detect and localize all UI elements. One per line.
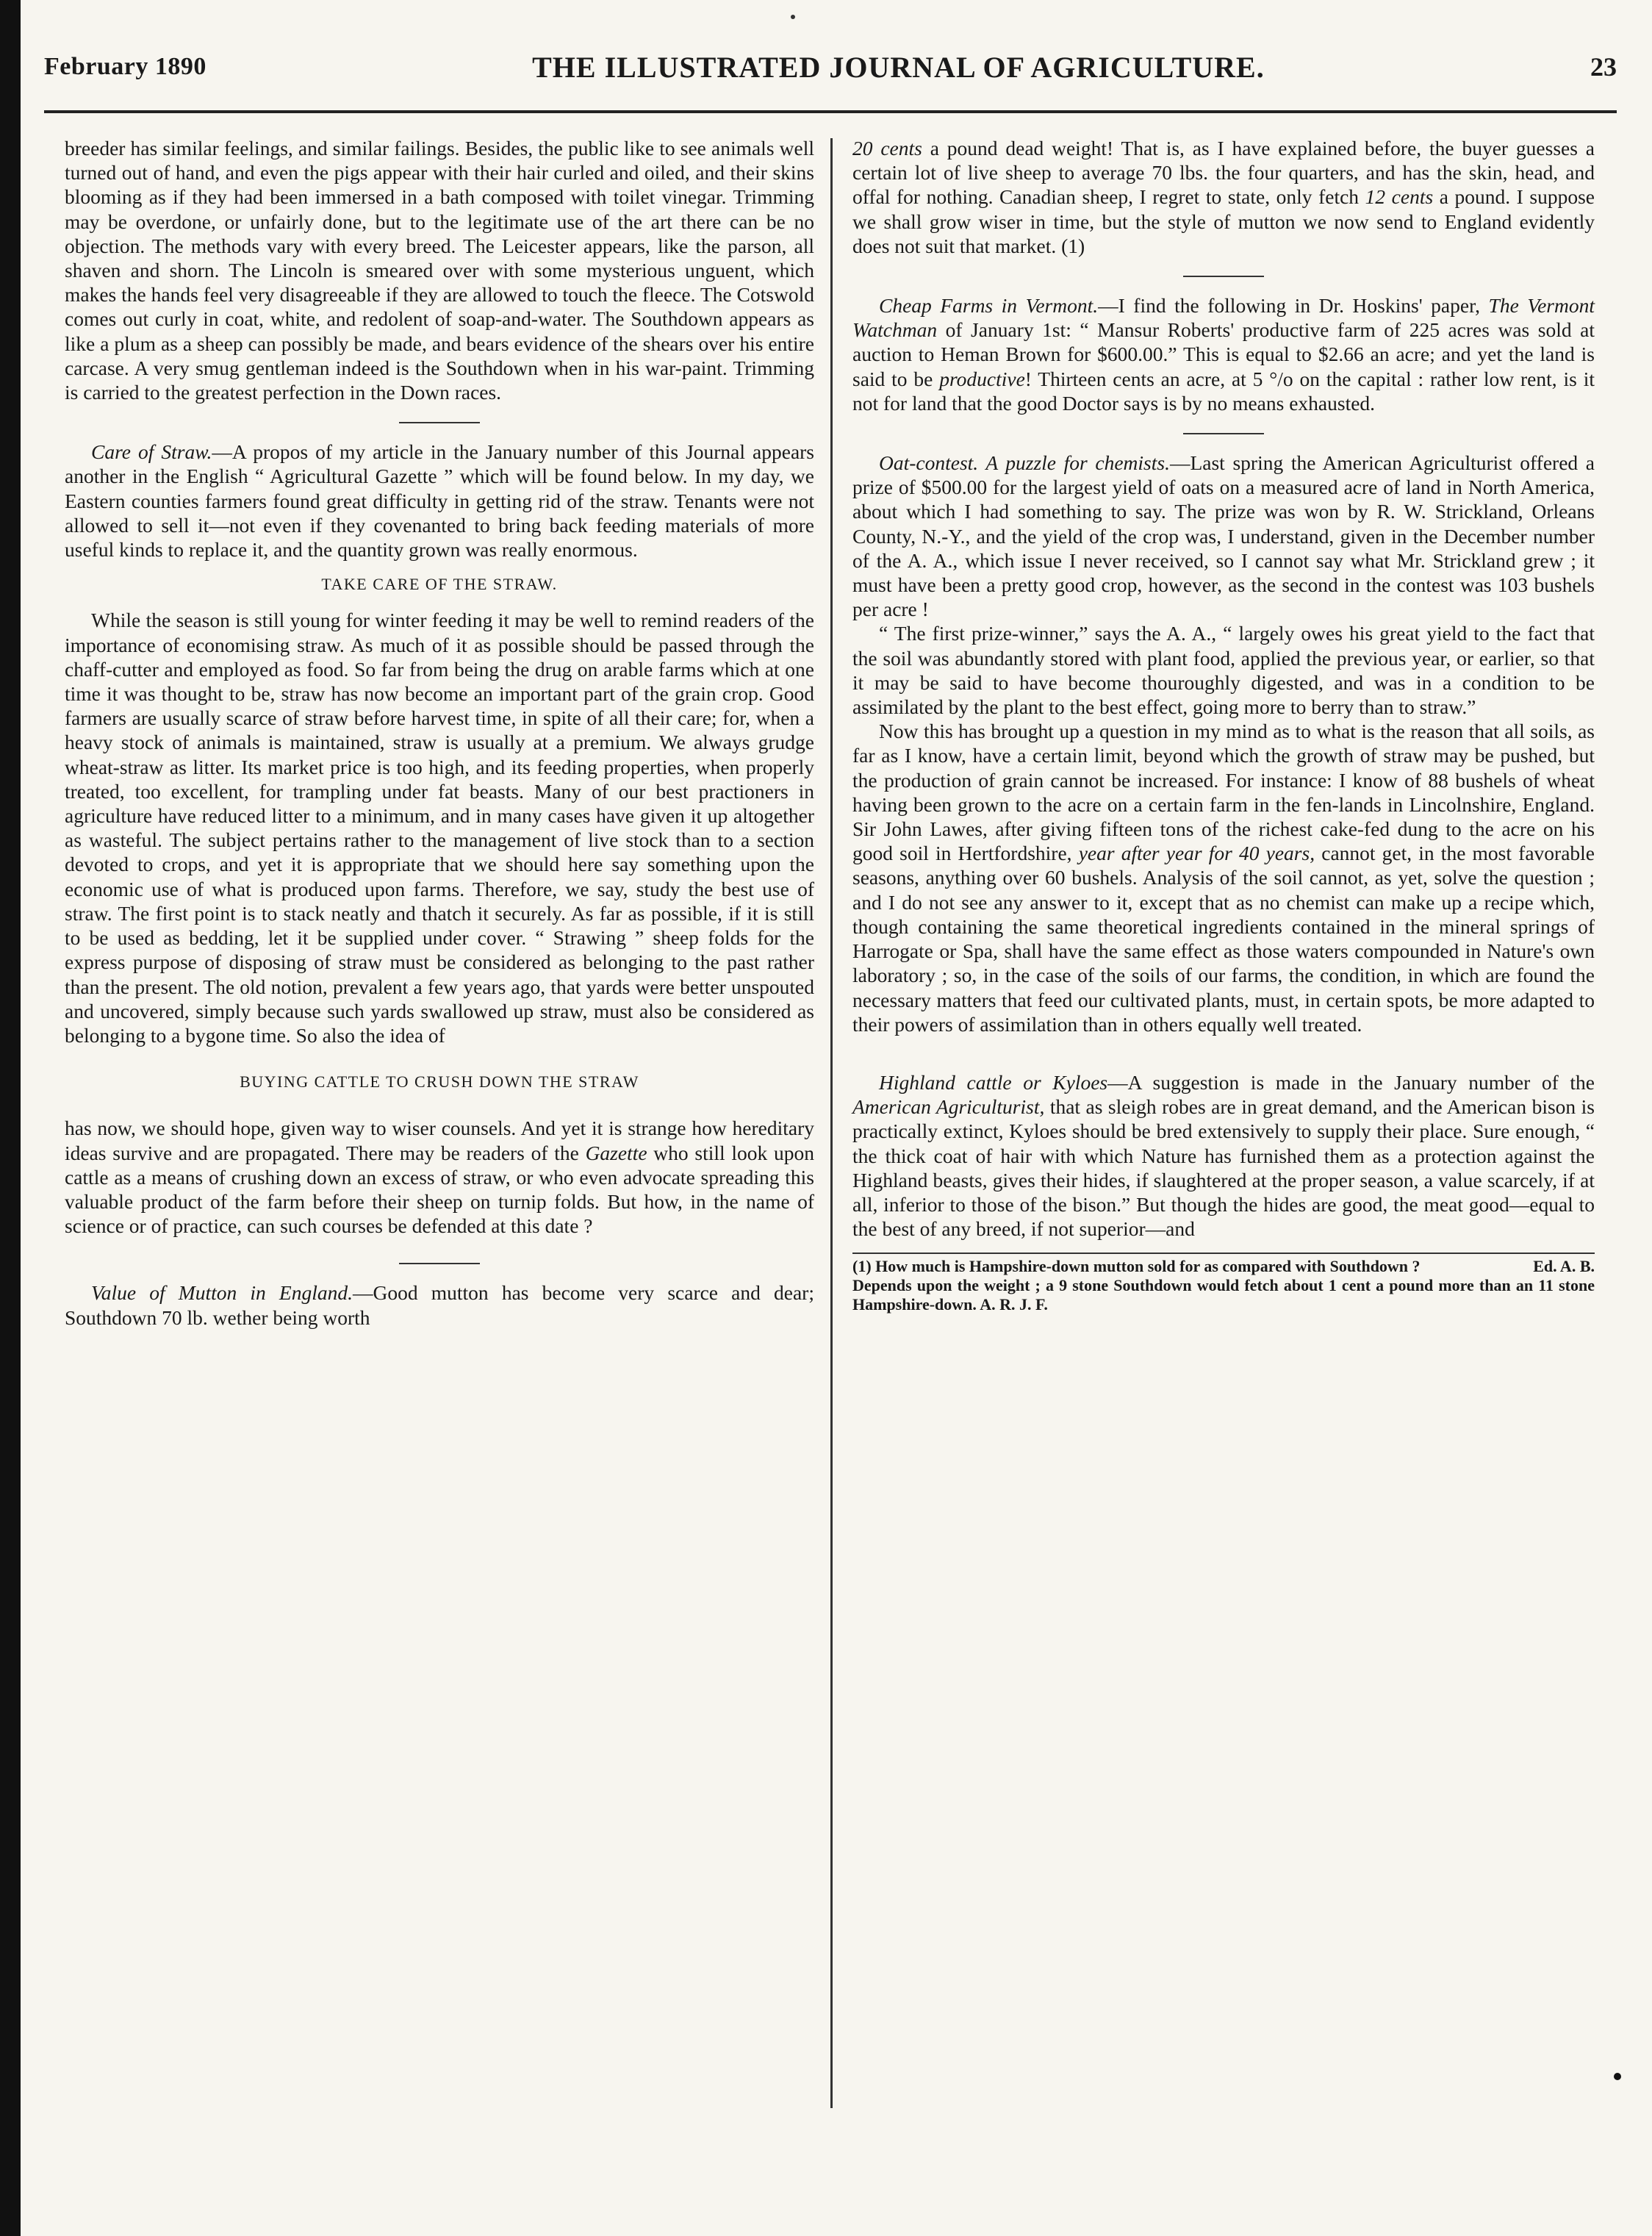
section-separator — [1183, 276, 1264, 277]
column-rule — [830, 138, 833, 2108]
paragraph-soil-limit: Now this has brought up a question in my mind as to what is the reason that all soils, as far as I know, have a certain limit, beyond which the growth of straw may be pushed, but the production of grain cannot be increased. For instance: I know of 88 bushels of wheat having been grown to the acre on a certain farm in the fen-lands in Lincolnshire, England. Sir John Lawes, after giving fifteen tons of the richest cake-fed dung to the acre on his good soil in Hertfordshire, year after year for 40 years, cannot get, in the most favorable seasons, anything over 60 bushels. Analysis of the soil cannot, as yet, solve the question ; and I do not see any answer to it, except that as no chemist can make up a recipe which, though containing the same theoretical ingredients contained in the mineral springs of Harrogate or Spa, shall have the same effect as those waters compounded in Nature's own laboratory ; so, in the case of the soils of our farms, the condition, in which are found the necessary matters that feed our cultivated plants, must, in certain spots, be more adapted to their powers of assimilation than in others equally well treated. — [852, 720, 1595, 1036]
paragraph-highland-cattle: Highland cattle or Kyloes—A suggestion is made in the January number of the American Agriculturist, that as sleigh robes are in great demand, and the American bison is practically extinct, Kyloes should be bred extensively to supply their place. Sure enough, “ the thick coat of hair with which Nature has furnished them as a protection against the Highland beasts, gives their hides, if slaughtered at the proper season, a value scarcely, if at all, inferior to those of the bison.” But though the hides are good, the meat good—equal to the best of any breed, if not superior—and — [852, 1070, 1595, 1241]
journal-page — [29, 0, 1631, 2236]
section-gap — [852, 1036, 1595, 1070]
page-number: 23 — [1590, 52, 1617, 82]
footnote-1: (1) How much is Hampshire-down mutton sold for as compared with Southdown ? Ed. A. B. — [852, 1257, 1595, 1276]
section-separator — [1183, 433, 1264, 434]
section-title-highland-cattle: Highland cattle or Kyloes — [879, 1070, 1108, 1094]
section-separator — [399, 422, 480, 423]
section-title-oat-contest: Oat-contest. A puzzle for chemists. — [879, 451, 1170, 475]
issue-date: February 1890 — [44, 53, 206, 80]
subheading-take-care: TAKE CARE OF THE STRAW. — [321, 575, 558, 594]
paragraph-economising-straw: While the season is still young for winter feeding it may be well to remind readers of the importance of economising straw. As much of it as possible should be passed through the chaff-cutter and employed as food. So far from being the drug on arable farms which at one time it was thought to be, straw has now become an important part of the grain crop. Good farmers are usually scarce of straw before harvest time, in spite of all their care; for, when a heavy stock of animals is maintained, straw is usually at a premium. We always grudge wheat-straw as litter. Its market price is too high, and its feeding properties, when properly treated, too excellent, for trampling under fat beasts. Many of our best practioners in agriculture have reduced litter to a minimum, and in many cases have given it up altogether as wasteful. The subject pertains rather to the management of live stock than to a section devoted to crops, and yet it is appropriate that we should here say something upon the economic use of what is produced upon farms. Therefore, we say, study the best use of straw. The first point is to stack neatly and thatch it securely. As far as possible, if it is still to be used as bedding, let it be supplied under cover. “ Strawing ” sheep folds for the express purpose of disposing of straw must be considered as belonging to the past rather than the present. The old notion, prevalent a few years ago, that yards were better unspouted and uncovered, simply because such yards swallowed up straw, must also be considered as belonging to a bygone time. So also the idea of — [65, 609, 814, 1047]
gazette-title: Gazette — [585, 1141, 647, 1164]
paragraph-oat-contest: Oat-contest. A puzzle for chemists.—Last spring the American Agriculturist offered a prize of $500.00 for the largest yield of oats on a measured acre of land in North America, about which I had something to say. The prize was won by R. W. Strickland, Orleans County, N.-Y., and the yield of the crop was, I understand, given in the December number of the A. A., which issue I never received, so I cannot say what Mr. Strickland grew ; it must have been a pretty good crop, however, as the second in the contest was 103 bushels per acre ! — [852, 451, 1595, 621]
section-title-care-of-straw: Care of Straw. — [91, 440, 212, 464]
paragraph-wiser-counsels: has now, we should hope, given way to wiser counsels. And yet it is strange how hereditary ideas survive and are propagated. There may be readers of the Gazette who still look upon cattle as a means of crushing down an excess of straw, or who even advocate spreading this valuable product of the farm before their sheep on turnip folds. But how, in the name of science or of practice, can such courses be defended at this date ? — [65, 1117, 814, 1238]
right-column — [852, 136, 1595, 1314]
footnote-2-signature: A. R. J. F. — [980, 1295, 1048, 1314]
footnote-1-signature: Ed. A. B. — [1533, 1257, 1595, 1276]
header-rule — [44, 110, 1617, 113]
section-title-cheap-farms: Cheap Farms in Vermont. — [879, 294, 1099, 318]
footnotes — [852, 1253, 1595, 1314]
paragraph-care-of-straw: Care of Straw.—A propos of my article in the January number of this Journal appears another in the English “ Agricultural Gazette ” which will be found below. In my day, we Eastern counties farmers found great difficulty in getting rid of the straw. Tenants were not allowed to sell it—not even if they covenanted to bring back feeding materials of more useful kinds to replace it, and the quantity grown was really enormous. — [65, 440, 815, 562]
book-spine-edge — [0, 0, 21, 2236]
paragraph-breeder: breeder has similar feelings, and similar failings. Besides, the public like to see animals well turned out of hand, and even the pigs appear with their hair curled and oiled, and their skins blooming as if they had been immersed in a bath composed with toilet vinegar. Trimming may be overdone, or unfairly done, but to the legitimate use of the art there can be no objection. The methods vary with every breed. The Leicester appears, like the parson, all shaven and shorn. The Lincoln is smeared over with some mysterious unguent, which makes the hands feel very disagreeable if they are allowed to touch the fleece. The Cotswold comes out curly in coat, white, and redolent of soap-and-water. The Southdown appears as like a plum as a sheep can possibly be made, and bears evidence of the shears over his entire carcase. A very smug gentleman indeed is the Southdown when in his war-paint. Trimming is carried to the greatest perfection in the Down races. — [65, 137, 814, 404]
paragraph-mutton-prices: 20 cents a pound dead weight! That is, as I have explained before, the buyer guesses a certain lot of live sheep to average 70 lbs. the four quarters, and has the skin, head, and offal for nothing. Canadian sheep, I regret to state, only fetch 12 cents a pound. I suppose we shall grow wiser in time, but the style of mutton we now send to England evidently does not suit that market. (1) — [852, 137, 1595, 257]
paragraph-value-of-mutton: Value of Mutton in England.—Good mutton has become very scarce and dear; Southdown 70 lb. wether being worth — [65, 1281, 814, 1329]
section-separator — [399, 1263, 480, 1264]
journal-title: THE ILLUSTRATED JOURNAL OF AGRICULTURE. — [532, 50, 1265, 84]
running-header — [44, 41, 1617, 93]
paragraph-prize-winner-quote: “ The first prize-winner,” says the A. A., “ largely owes his great yield to the fact that the soil was abundantly stored with plant food, applied the previous year, or earlier, so that it may be said to have become thouroughly digested, and was in a condition to be assimilated by the plant to the best effect, going more to berry than to straw.” — [852, 622, 1595, 719]
print-bullet-mark — [1614, 2073, 1621, 2080]
section-title-value-of-mutton: Value of Mutton in England. — [91, 1281, 353, 1305]
subheading-buying-cattle: BUYING CATTLE TO CRUSH DOWN THE STRAW — [240, 1072, 639, 1092]
footnote-2: Depends upon the weight ; a 9 stone Southdown would fetch about 1 cent a pound more than an 11 stone Hampshire-down. A. R. J. F. — [852, 1276, 1595, 1314]
left-column — [65, 136, 814, 1330]
paragraph-cheap-farms: Cheap Farms in Vermont.—I find the following in Dr. Hoskins' paper, The Vermont Watchman of January 1st: “ Mansur Roberts' productive farm of 225 acres was sold at auction to Heman Brown for $600.00.” This is equal to $2.66 an acre; and yet the land is said to be productive! Thirteen cents an acre, at 5 °/o on the capital : rather low rent, is it not for land that the good Doctor says is by no means exhausted. — [852, 294, 1595, 415]
